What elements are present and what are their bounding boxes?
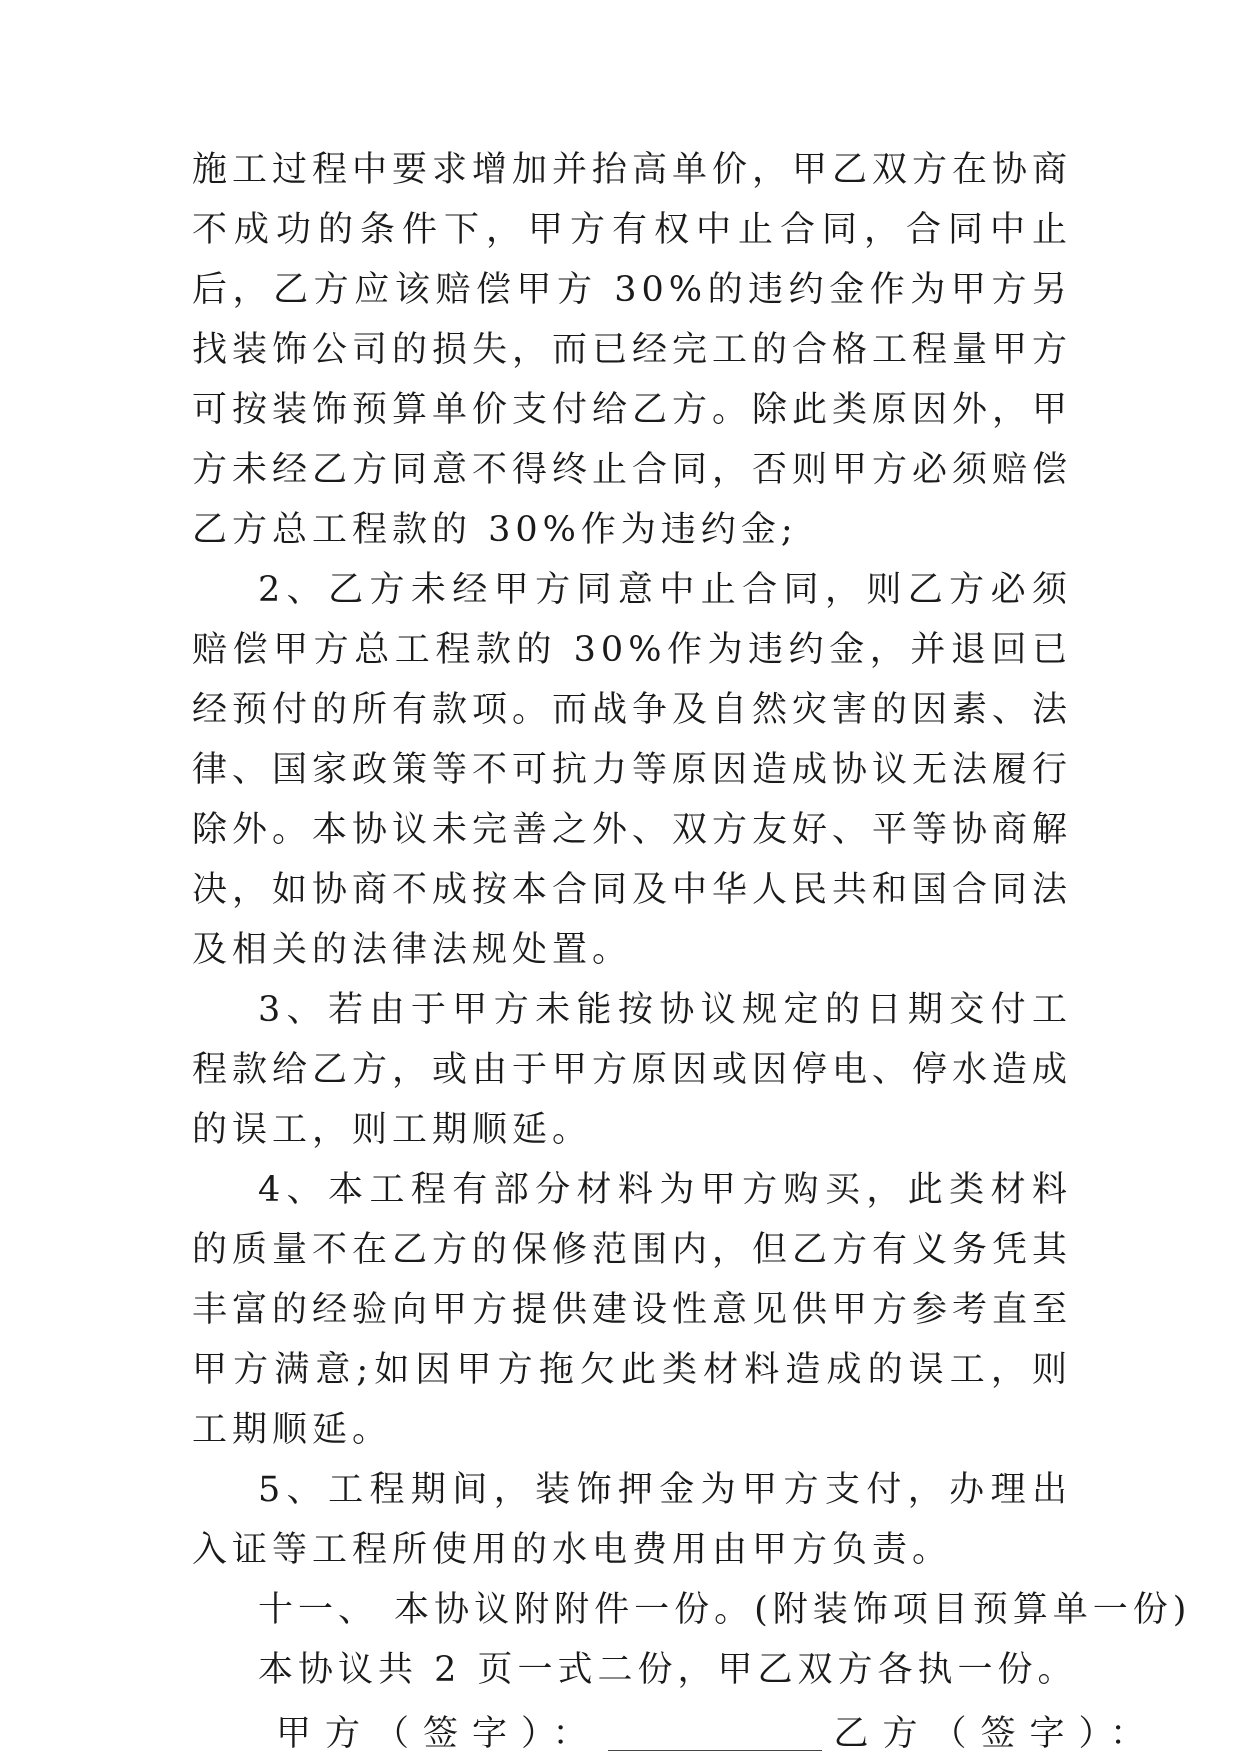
- paragraph-clause-5: 5、工程期间，装饰押金为甲方支付，办理出入证等工程所使用的水电费用由甲方负责。: [192, 1470, 1072, 1570]
- paragraph-clause-3: 3、若由于甲方未能按协议规定的日期交付工程款给乙方，或由于甲方原因或因停电、停水造成的误工，则工期顺延。: [192, 990, 1073, 1150]
- party-b-signature-label: 乙方（签字）：: [833, 1714, 1160, 1754]
- party-a-signature-blank[interactable]: [608, 1710, 822, 1751]
- paragraph-continuation: 施工过程中要求增加并抬高单价，甲乙双方在协商不成功的条件下，甲方有权中止合同，合同中止后，乙方应该赔偿甲方 30%的违约金作为甲方另找装饰公司的损失，而已经完工的合格工程量甲方可按装饰预算单价支付给乙方。除此类原因外，甲方未经乙方同意不得终止合同，否则甲方必须赔偿乙方总工程款的 30%作为违约金;: [192, 150, 1073, 550]
- party-a-signature-label: 甲方（签字）：: [276, 1714, 602, 1754]
- signature-row: [192, 1704, 1160, 1764]
- document-page: [192, 140, 1192, 1764]
- copies-statement: 本协议共 2 页一式二份，甲乙双方各执一份。: [258, 1650, 1078, 1690]
- paragraph-clause-4: 4、本工程有部分材料为甲方购买，此类材料的质量不在乙方的保修范围内，但乙方有义务凭其丰富的经验向甲方提供建设性意见供甲方参考直至甲方满意;如因甲方拖欠此类材料造成的误工，则工期顺延。: [192, 1170, 1073, 1450]
- paragraph-clause-2: 2、乙方未经甲方同意中止合同，则乙方必须赔偿甲方总工程款的 30%作为违约金，并退回已经预付的所有款项。而战争及自然灾害的因素、法律、国家政策等不可抗力等原因造成协议无法履行除外。本协议未完善之外、双方友好、平等协商解决，如协商不成按本合同及中华人民共和国合同法及相关的法律法规处置。: [192, 570, 1073, 970]
- clause-11-attachment: 十一、 本协议附附件一份。(附装饰项目预算单一份): [258, 1590, 1192, 1630]
